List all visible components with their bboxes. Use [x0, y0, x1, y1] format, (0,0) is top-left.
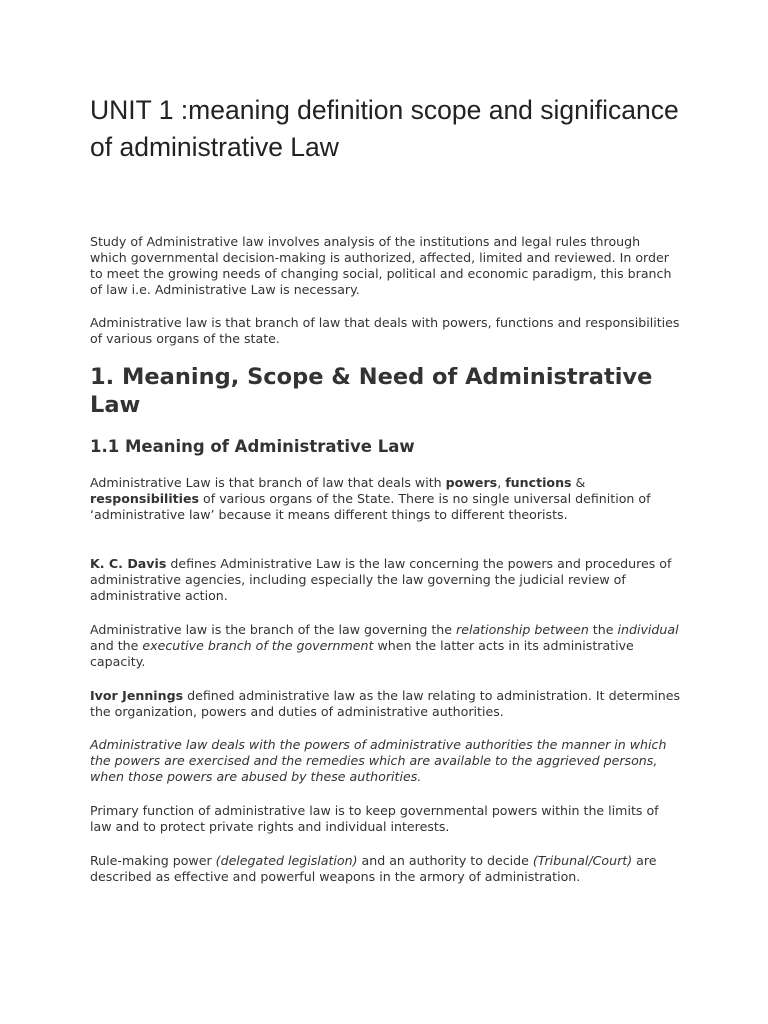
text-segment: and an authority to decide	[357, 853, 533, 868]
italic-delegated-legislation: (delegated legislation)	[215, 853, 358, 868]
bold-kc-davis: K. C. Davis	[90, 556, 167, 571]
jennings-paragraph	[90, 688, 680, 720]
text-segment: and the	[90, 638, 143, 653]
bold-functions: functions	[505, 475, 572, 490]
intro-paragraph-1: Study of Administrative law involves analysis of the institutions and legal rules through which governmental decision-making is authorized, affected, limited and reviewed. In order to meet the growing needs of changing social, political and economic paradigm, this branch of law i.e. Administrative Law is necessary.	[90, 234, 672, 297]
primary-function-paragraph: Primary function of administrative law is to keep governmental powers within the limits of law and to protect private rights and individual interests.	[90, 803, 659, 834]
text-segment: ,	[497, 475, 506, 490]
relationship-paragraph	[90, 622, 680, 670]
davis-paragraph	[90, 556, 680, 604]
text-segment: &	[571, 475, 586, 490]
text-segment: Rule-making power	[90, 853, 216, 868]
text-segment: Administrative law is the branch of the law governing the	[90, 622, 457, 637]
italic-text: Administrative law deals with the powers of administrative authorities the manner in which the powers are exercised and the remedies which are available to the aggrieved persons, when those powers are abused by these authorities.	[90, 737, 667, 784]
italic-executive-branch: executive branch of the government	[142, 638, 374, 653]
title-line-2: of administrative Law	[90, 132, 339, 162]
italic-individual: individual	[617, 622, 679, 637]
text-segment: when the latter acts in its administrative capacity.	[90, 638, 634, 669]
bold-ivor-jennings: Ivor Jennings	[90, 688, 184, 703]
italic-paragraph	[90, 737, 680, 785]
text-segment: defined administrative law as the law relating to administration. It determines the organization, powers and duties of administrative authorities.	[90, 688, 681, 719]
text-segment: the	[588, 622, 618, 637]
rule-making-paragraph	[90, 853, 680, 885]
intro-paragraph-2: Administrative law is that branch of law that deals with powers, functions and responsibilities of various organs of the state.	[90, 315, 680, 346]
text-segment: Administrative Law is that branch of law that deals with	[90, 475, 446, 490]
subsection-heading: 1.1 Meaning of Administrative Law	[90, 437, 415, 456]
bold-powers: powers	[445, 475, 498, 490]
text-segment: are described as effective and powerful weapons in the armory of administration.	[90, 853, 657, 884]
italic-tribunal-court: (Tribunal/Court)	[532, 853, 633, 868]
section-heading: 1. Meaning, Scope & Need of Administrative Law	[90, 364, 653, 418]
italic-relationship: relationship between	[456, 622, 589, 637]
bold-responsibilities: responsibilities	[90, 491, 200, 506]
text-segment: defines Administrative Law is the law concerning the powers and procedures of administrative agencies, including especially the law governing the judicial review of administrative action.	[90, 556, 672, 603]
document-title	[90, 92, 710, 166]
text-segment: of various organs of the State. There is no single universal definition of ‘administrative law’ because it means different things to different theorists.	[90, 491, 651, 522]
title-line-1: UNIT 1 :meaning definition scope and significance	[90, 95, 679, 125]
meaning-paragraph	[90, 475, 680, 523]
